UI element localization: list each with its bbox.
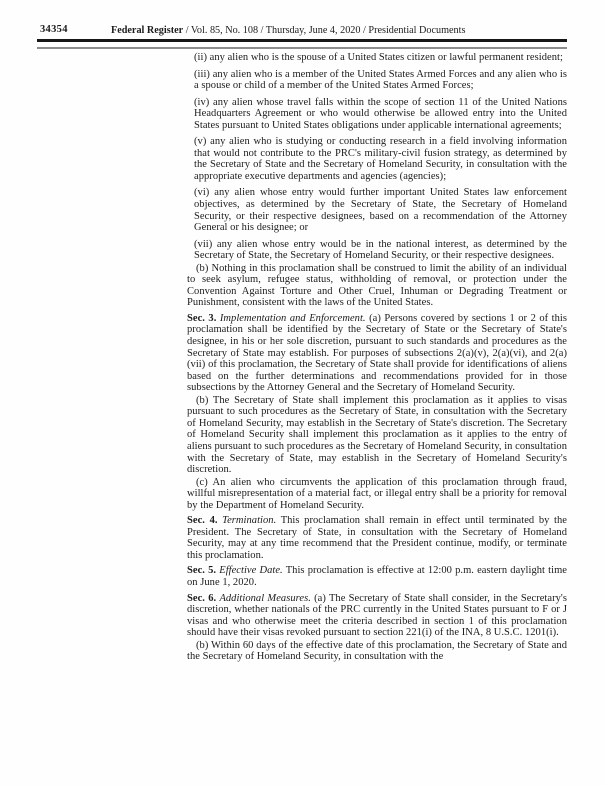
paragraph: Sec. 3. Implementation and Enforcement. (a) Persons covered by sections 1 or 2 of this proclamation shall be identified by the Secretary of State or the Secretary of State's designee, in his or her sole discretion, pursuant to such standards and procedures as the Secretary of State may establish. For purposes of subsections 2(a)(v), 2(a)(vi), and 2(a)(vii) of this proclamation, the Secretary of State shall provide for identifications of aliens based on the further determinations and recommendations provided for in those subsections by the Attorney General and the Secretary of Homeland Security. xyxy=(187,312,568,394)
section-title: Implementation and Enforcement. xyxy=(219,312,366,324)
section-number: Sec. 4. xyxy=(187,515,223,527)
paragraph: (b) Within 60 days of the effective date of this proclamation, the Secretary of State and the Secretary of Homeland Security, in consultation with the xyxy=(187,639,567,663)
paragraph: (b) The Secretary of State shall implement this proclamation as it applies to visas pursuant to such procedures as the Secretary of State, in consultation with the Secretary of Homeland Security, may establish in the Secretary of State's discretion. The Secretary of Homeland Security shall implement this proclamation as it applies to the entry of aliens pursuant to such procedures as the Secretary of Homeland Security, in consultation with the Secretary of State, may establish in the Secretary of Homeland Security's discretion. xyxy=(187,394,567,476)
section-number: Sec. 5. xyxy=(187,565,220,577)
journal-name: Federal Register xyxy=(111,24,184,36)
header-citation: / Vol. 85, No. 108 / Thursday, June 4, 2020 / Presidential Documents xyxy=(185,24,466,36)
header-title xyxy=(111,25,465,36)
paragraph: (iv) any alien whose travel falls within the scope of section 11 of the United Nations Headquarters Agreement or who would otherwise be allowed entry into the United States pursuant to United States obligations under applicable international agreements; xyxy=(194,96,567,131)
section-number: Sec. 6. xyxy=(187,592,220,604)
paragraph: (iii) any alien who is a member of the United States Armed Forces and any alien who is a spouse or child of a member of the United States Armed Forces; xyxy=(194,68,567,92)
paragraph: Sec. 5. Effective Date. This proclamation is effective at 12:00 p.m. eastern daylight time on June 1, 2020. xyxy=(187,565,567,588)
section-title: Effective Date. xyxy=(219,565,283,577)
header-rule xyxy=(37,39,567,49)
document-body xyxy=(187,52,567,663)
paragraph: (vii) any alien whose entry would be in the national interest, as determined by the Secretary of State, the Secretary of Homeland Security, or their respective designees. xyxy=(194,238,567,262)
paragraph: (v) any alien who is studying or conducting research in a field involving information that would not contribute to the PRC's military-civil fusion strategy, as determined by the Secretary of State and the Secretary of Homeland Security, in consultation with the appropriate executive departments and agencies (agencies); xyxy=(194,136,567,182)
paragraph: (vi) any alien whose entry would further important United States law enforcement objectives, as determined by the Secretary of State, the Secretary of Homeland Security, or their respective designees, based on a recommendation of the Attorney General or his designee; or xyxy=(194,187,567,234)
section-title: Termination. xyxy=(222,515,277,527)
section-number: Sec. 3. xyxy=(187,312,220,324)
paragraph: (ii) any alien who is the spouse of a United States citizen or lawful permanent resident; xyxy=(194,52,563,63)
page-header xyxy=(40,24,567,38)
section-title: Additional Measures. xyxy=(219,592,311,604)
paragraph: (c) An alien who circumvents the application of this proclamation through fraud, willful misrepresentation of a material fact, or illegal entry shall be a priority for removal by the Department of Homeland Security. xyxy=(187,476,567,511)
paragraph: Sec. 6. Additional Measures. (a) The Secretary of State shall consider, in the Secretary's discretion, whether nationals of the PRC currently in the United States pursuant to F or J visas and who otherwise meet the criteria described in section 1 of this proclamation should have their visas revoked pursuant to section 221(i) of the INA, 8 U.S.C. 1201(i). xyxy=(187,592,567,639)
paragraph: Sec. 4. Termination. This proclamation shall remain in effect until terminated by the President. The Secretary of State, in consultation with the Secretary of Homeland Security, may at any time recommend that the President continue, modify, or terminate this proclamation. xyxy=(187,515,567,561)
paragraph: (b) Nothing in this proclamation shall be construed to limit the ability of an individual to seek asylum, refugee status, withholding of removal, or protection under the Convention Against Torture and Other Cruel, Inhuman or Degrading Treatment or Punishment, consistent with the laws of the United States. xyxy=(187,262,567,309)
page-number: 34354 xyxy=(40,24,68,35)
